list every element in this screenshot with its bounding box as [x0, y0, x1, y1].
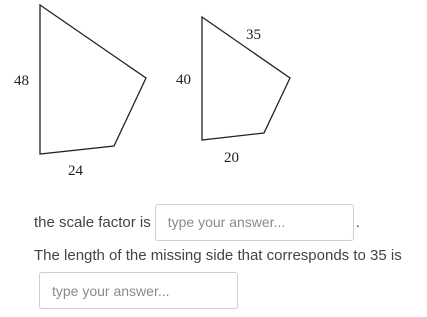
sentence-period: .: [355, 213, 360, 231]
small-bottom-side-label: 20: [224, 150, 239, 166]
scale-factor-prompt: the scale factor is: [34, 213, 151, 231]
large-quadrilateral: [40, 5, 146, 154]
large-left-side-label: 48: [14, 73, 29, 89]
small-top-side-label: 35: [246, 27, 261, 43]
scale-factor-question: [34, 205, 360, 239]
large-bottom-side-label: 24: [68, 163, 83, 179]
missing-side-input[interactable]: [39, 272, 238, 309]
scale-factor-input[interactable]: [155, 204, 354, 241]
small-left-side-label: 40: [176, 72, 191, 88]
missing-side-prompt: The length of the missing side that corresponds to 35 is: [34, 247, 402, 264]
